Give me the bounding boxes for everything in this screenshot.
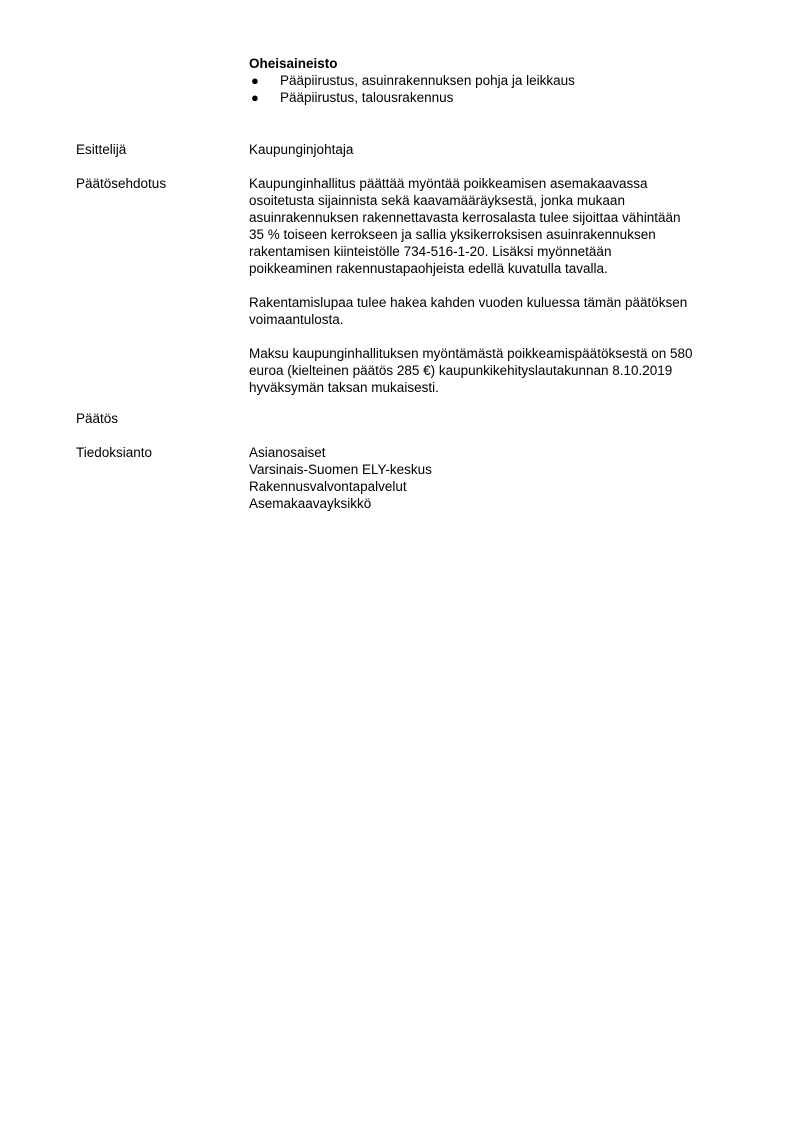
decision-label: Päätös (76, 411, 119, 426)
bullet-icon: ● (251, 73, 259, 88)
proposal-label: Päätösehdotus (76, 176, 167, 191)
text-line: Rakentamislupaa tulee hakea kahden vuoden kuluessa tämän päätöksen (249, 295, 688, 310)
text-line: Maksu kaupunginhallituksen myöntämästä poikkeamispäätöksestä on 580 (249, 346, 693, 361)
notification-row (76, 444, 739, 512)
bullet-icon: ● (251, 90, 259, 105)
text-line: Kaupunginhallitus päättää myöntää poikkeamisen asemakaavassa (249, 176, 648, 191)
text-line: hyväksymän taksan mukaisesti. (249, 380, 439, 395)
recipient-item: Rakennusvalvontapalvelut (249, 479, 407, 494)
notification-label: Tiedoksianto (76, 445, 153, 460)
recipient-item: Varsinais-Suomen ELY-keskus (249, 462, 432, 477)
recipient-item: Asianosaiset (249, 445, 326, 460)
attachments-heading: Oheisaineisto (249, 56, 338, 71)
attachments-list (249, 72, 739, 106)
text-line: rakentamisen kiinteistölle 734-516-1-20. Lisäksi myönnetään (249, 244, 612, 259)
recipient-item: Asemakaavayksikkö (249, 496, 372, 511)
attachment-item-label: Pääpiirustus, asuinrakennuksen pohja ja leikkaus (280, 73, 575, 88)
text-line: voimaantulosta. (249, 312, 344, 327)
notification-recipients (249, 444, 739, 512)
attachment-item (249, 89, 739, 106)
text-line: osoitetusta sijainnista sekä kaavamääräyksestä, jonka mukaan (249, 193, 625, 208)
attachments-section (249, 55, 739, 106)
text-line: 35 % toiseen kerrokseen ja sallia yksikerroksisen asuinrakennuksen (249, 227, 656, 242)
text-line: euroa (kielteinen päätös 285 €) kaupunkikehityslautakunnan 8.10.2019 (249, 363, 673, 378)
proposal-content (249, 175, 739, 396)
proposal-row (76, 175, 739, 396)
text-line: poikkeaminen rakennustapaohjeista edellä kuvatulla tavalla. (249, 261, 608, 276)
proposal-paragraph-1 (249, 175, 739, 277)
attachment-item (249, 72, 739, 89)
attachment-item-label: Pääpiirustus, talousrakennus (280, 90, 454, 105)
proposal-paragraph-2 (249, 294, 739, 328)
text-line: asuinrakennuksen rakennettavasta kerrosalasta tulee sijoittaa vähintään (249, 210, 681, 225)
presenter-value: Kaupunginjohtaja (249, 142, 354, 157)
presenter-label: Esittelijä (76, 142, 127, 157)
proposal-paragraph-3 (249, 345, 739, 396)
presenter-row (76, 141, 739, 158)
